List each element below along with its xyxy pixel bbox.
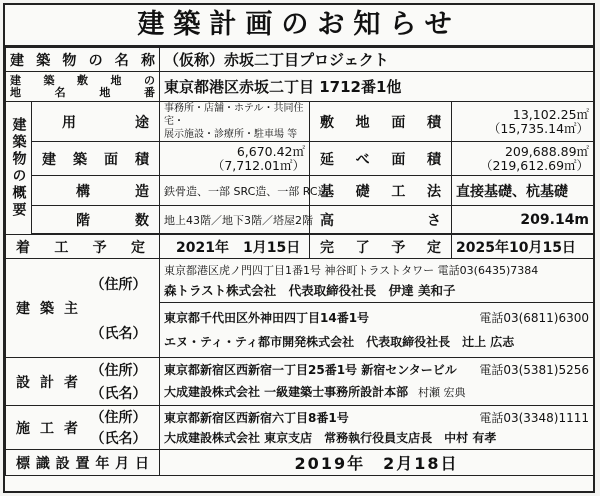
designer-person: 村瀬 宏典 bbox=[418, 386, 466, 399]
contractor-label-cell bbox=[6, 406, 160, 450]
owner-company-1 bbox=[160, 259, 594, 303]
building-area-value: 6,670.42㎡ （7,712.01㎡） bbox=[160, 142, 310, 176]
use-label: 用途 bbox=[32, 102, 160, 142]
row-schedule bbox=[6, 235, 594, 259]
row-owner-1 bbox=[6, 259, 594, 303]
contractor-name-label: （氏名） bbox=[90, 431, 147, 447]
row-use bbox=[6, 102, 594, 142]
contractor-phone: 電話03(3348)1111 bbox=[479, 410, 590, 425]
structure-label: 構造 bbox=[32, 176, 160, 206]
page-title: 建築計画のお知らせ bbox=[5, 5, 593, 47]
contractor-label: 施工者 bbox=[16, 420, 78, 437]
contractor-info bbox=[160, 406, 594, 450]
row-site bbox=[6, 72, 594, 102]
sign-date-label: 標識設置年月日 bbox=[6, 450, 160, 476]
owner-label-cell bbox=[6, 259, 160, 358]
designer-label: 設計者 bbox=[16, 374, 78, 391]
height-label: 高さ bbox=[310, 206, 452, 234]
designer-name-label: （氏名） bbox=[90, 386, 147, 402]
designer-address-label: （住所） bbox=[90, 363, 147, 379]
building-area-label: 建築面積 bbox=[32, 142, 160, 176]
completion-value: 2025年10月15日 bbox=[452, 235, 594, 259]
floor-area-label: 延べ面積 bbox=[310, 142, 452, 176]
floors-label: 階数 bbox=[32, 206, 160, 234]
contractor-address-label: （住所） bbox=[90, 410, 147, 426]
row-designer bbox=[6, 358, 594, 406]
start-value: 2021年 1月15日 bbox=[160, 235, 310, 259]
building-name-label: 建築物の名称 bbox=[6, 48, 160, 72]
notice-board bbox=[3, 3, 595, 493]
owner-address-label: （住所） bbox=[90, 276, 147, 293]
owner-name-1: 森トラスト株式会社 代表取締役社長 伊達 美和子 bbox=[164, 282, 456, 298]
owner-name-label: （氏名） bbox=[90, 325, 147, 342]
owner-phone-2: 電話03(6811)6300 bbox=[479, 311, 590, 326]
floor-area-value: 209,688.89㎡ （219,612.69㎡） bbox=[452, 142, 594, 176]
start-label: 着工予定 bbox=[6, 235, 160, 259]
building-name-value: （仮称）赤坂二丁目プロジェクト bbox=[160, 48, 594, 72]
contractor-address: 東京都新宿区西新宿六丁目8番1号 bbox=[164, 410, 349, 425]
foundation-label: 基礎工法 bbox=[310, 176, 452, 206]
designer-phone: 電話03(5381)5256 bbox=[479, 363, 590, 377]
site-label: 建築敷地の 地名地番 bbox=[6, 72, 160, 102]
completion-label: 完了予定 bbox=[310, 235, 452, 259]
designer-address: 東京都新宿区西新宿一丁目25番1号 新宿センタービル bbox=[164, 363, 457, 377]
overview-label: 建築物の概要 bbox=[6, 102, 32, 235]
use-value: 事務所・店舗・ホテル・共同住宅・ 展示施設・診療所・駐車場 等 bbox=[160, 102, 310, 142]
owner-label: 建築主 bbox=[16, 301, 78, 317]
row-structure bbox=[6, 176, 594, 206]
row-building-area bbox=[6, 142, 594, 176]
designer-info bbox=[160, 358, 594, 406]
contractor-name: 大成建設株式会社 東京支店 常務執行役員支店長 中村 有孝 bbox=[164, 430, 497, 445]
site-value: 東京都港区赤坂二丁目 1712番1他 bbox=[160, 72, 594, 102]
site-area-value: 13,102.25㎡ （15,735.14㎡） bbox=[452, 102, 594, 142]
floors-value: 地上43階／地下3階／塔屋2階 bbox=[160, 206, 310, 234]
designer-name: 大成建設株式会社 一級建築士事務所設計本部 bbox=[164, 385, 409, 399]
foundation-value: 直接基礎、杭基礎 bbox=[452, 176, 594, 206]
owner-address-2: 東京都千代田区外神田四丁目14番1号 bbox=[164, 311, 370, 326]
designer-label-cell bbox=[6, 358, 160, 406]
site-area-label: 敷地面積 bbox=[310, 102, 452, 142]
row-floors bbox=[6, 206, 594, 234]
sign-date-value: 2019年 2月18日 bbox=[160, 450, 594, 476]
row-contractor bbox=[6, 406, 594, 450]
row-sign-date bbox=[6, 450, 594, 476]
height-value: 209.14m bbox=[452, 206, 594, 234]
owner-address-1: 東京都港区虎ノ門四丁目1番1号 神谷町トラストタワー 電話03(6435)7384 bbox=[164, 263, 539, 277]
owner-company-2 bbox=[160, 303, 594, 358]
structure-value: 鉄骨造、一部 SRC造、一部 RC造 bbox=[160, 176, 310, 206]
row-building-name bbox=[6, 48, 594, 72]
owner-name-2: エヌ・ティ・ティ都市開発株式会社 代表取締役社長 辻上 広志 bbox=[164, 335, 515, 350]
notice-table bbox=[5, 47, 594, 476]
